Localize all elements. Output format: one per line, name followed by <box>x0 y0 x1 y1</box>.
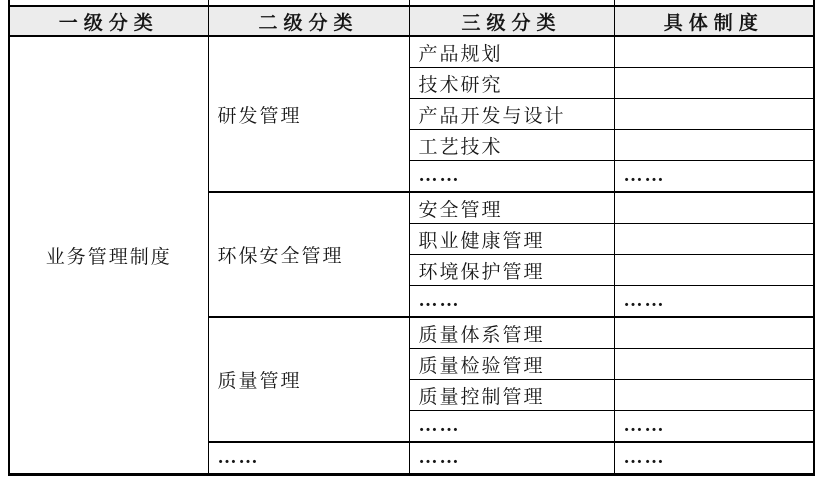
header-row <box>9 6 814 36</box>
detail-cell <box>614 130 814 161</box>
level3-ellipsis-cell: …… <box>409 442 614 475</box>
detail-ellipsis-cell: …… <box>614 411 814 443</box>
level3-cell: 质量检验管理 <box>409 349 614 380</box>
detail-ellipsis-cell: …… <box>614 286 814 318</box>
detail-ellipsis-cell: …… <box>614 161 814 193</box>
level2-cell: 研发管理 <box>208 36 409 192</box>
classification-table <box>8 0 815 476</box>
detail-cell <box>614 192 814 224</box>
level3-cell: 安全管理 <box>409 192 614 224</box>
detail-cell <box>614 224 814 255</box>
level1-cell: 业务管理制度 <box>9 36 208 475</box>
table-row <box>9 36 814 68</box>
level3-ellipsis-cell: …… <box>409 286 614 318</box>
detail-cell <box>614 99 814 130</box>
level3-cell: 技术研究 <box>409 68 614 99</box>
header-level1: 一级分类 <box>9 6 208 36</box>
header-level3: 三级分类 <box>409 6 614 36</box>
level2-cell: 质量管理 <box>208 317 409 442</box>
detail-cell <box>614 255 814 286</box>
detail-cell <box>614 349 814 380</box>
level3-cell: 产品开发与设计 <box>409 99 614 130</box>
detail-ellipsis-cell: …… <box>614 442 814 475</box>
level3-cell: 职业健康管理 <box>409 224 614 255</box>
detail-cell <box>614 380 814 411</box>
level3-cell: 质量体系管理 <box>409 317 614 349</box>
detail-cell <box>614 68 814 99</box>
detail-cell <box>614 36 814 68</box>
level3-cell: 环境保护管理 <box>409 255 614 286</box>
detail-cell <box>614 317 814 349</box>
level2-ellipsis-cell: …… <box>208 442 409 475</box>
level3-ellipsis-cell: …… <box>409 411 614 443</box>
level3-cell: 产品规划 <box>409 36 614 68</box>
header-level2: 二级分类 <box>208 6 409 36</box>
level3-cell: 工艺技术 <box>409 130 614 161</box>
level3-ellipsis-cell: …… <box>409 161 614 193</box>
level2-cell: 环保安全管理 <box>208 192 409 317</box>
level3-cell: 质量控制管理 <box>409 380 614 411</box>
header-detail: 具体制度 <box>614 6 814 36</box>
